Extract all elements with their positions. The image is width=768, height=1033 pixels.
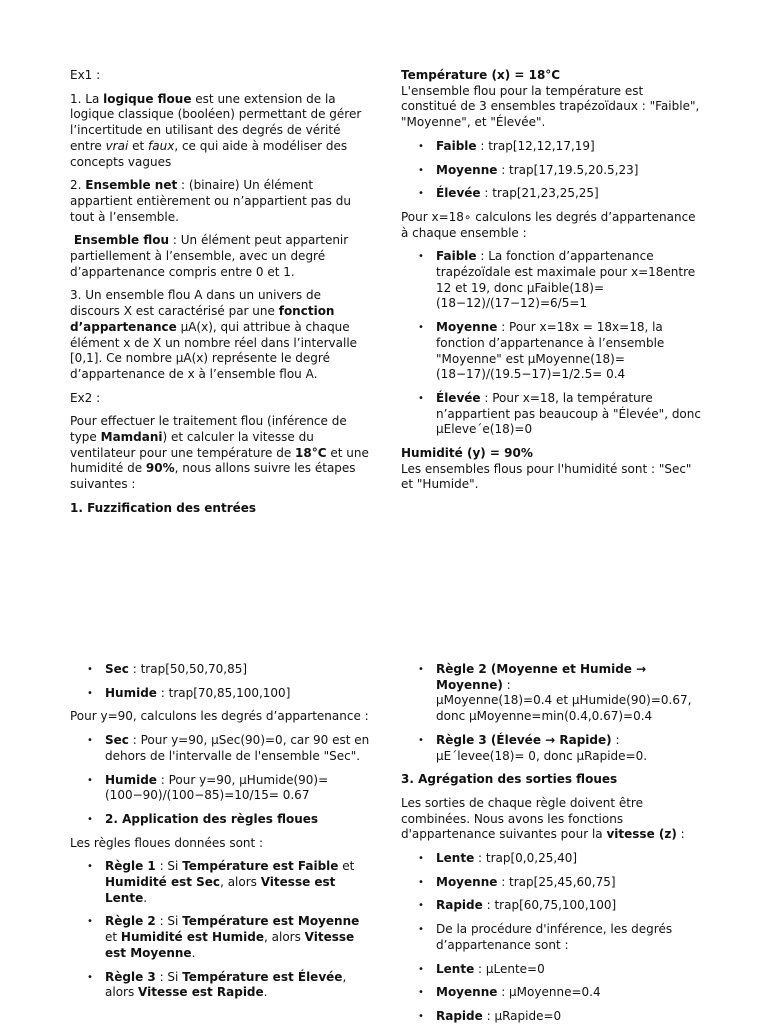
ex2-label: Ex2 : xyxy=(70,390,101,405)
page1-right-column xyxy=(401,68,701,501)
list-item: • 2. Application des règles floues xyxy=(105,812,370,828)
list-item: • Moyenne : µMoyenne=0.4 xyxy=(436,985,701,1001)
list-item: • Règle 1 : Si Température est Faible et Humidité est Sec, alors Vitesse est Lente. xyxy=(105,859,370,906)
list-item: • Règle 2 (Moyenne et Humide → Moyenne) : µMoyenne(18)=0.4 et µHumide(90)=0.67, donc µMoyenne=min(0.4,0.67)=0.4 xyxy=(436,662,701,725)
page2-left-column xyxy=(70,662,370,1009)
list-item: • Rapide : trap[60,75,100,100] xyxy=(436,898,701,914)
humidity-sets-list xyxy=(70,662,370,701)
page2-right-column xyxy=(401,662,701,1033)
list-item: • Sec : Pour y=90, µSec(90)=0, car 90 est en dehors de l'intervalle de l'ensemble "Sec". xyxy=(105,733,370,764)
list-item: • Élevée : Pour x=18, la température n’appartient pas beaucoup à "Élevée", donc µEleve´e(18)=0 xyxy=(436,391,701,438)
temperature-calc-intro: Pour x=18∘ calculons les degrés d’appartenance à chaque ensemble : xyxy=(401,209,696,240)
list-item: • Lente : µLente=0 xyxy=(436,962,701,978)
temperature-title: Température (x) = 18°C xyxy=(401,68,561,82)
rule-results-list xyxy=(401,662,701,764)
temperature-sets-list xyxy=(401,139,701,202)
list-item: • Règle 2 : Si Température est Moyenne et Humidité est Humide, alors Vitesse est Moyenne. xyxy=(105,914,370,961)
humidity-calc-intro: Pour y=90, calculons les degrés d’appartenance : xyxy=(70,709,369,724)
list-item: • Moyenne : trap[25,45,60,75] xyxy=(436,875,701,891)
list-item: • Moyenne : trap[17,19.5,20.5,23] xyxy=(436,163,701,179)
paragraph-mamdani: Pour effectuer le traitement flou (inférence de type Mamdani) et calculer la vitesse du ventilateur pour une température de 18°C et une humidité de 90%, nous allons suivre les étapes suivantes : xyxy=(70,414,369,492)
list-item: • Sec : trap[50,50,70,85] xyxy=(105,662,370,678)
list-item: • Faible : trap[12,12,17,19] xyxy=(436,139,701,155)
list-item: • Règle 3 (Élevée → Rapide) : µE´levee(18)= 0, donc µRapide=0. xyxy=(436,733,701,764)
list-item: • Faible : La fonction d’appartenance trapézoïdale est maximale pour x=18entre 12 et 19, donc µFaible(18)=(18−12)/(17−12)=6/5=1 xyxy=(436,249,701,312)
ex1-label: Ex1 : xyxy=(70,68,101,82)
heading-aggregation: 3. Agrégation des sorties floues xyxy=(401,772,618,787)
list-item: • Lente : trap[0,0,25,40] xyxy=(436,851,701,867)
list-item: • De la procédure d'inférence, les degrés d’appartenance sont : xyxy=(436,922,701,953)
temperature-intro: L'ensemble flou pour la température est constitué de 3 ensembles trapézoïdaux : "Faible", "Moyenne", et "Élevée". xyxy=(401,83,700,130)
humidity-calc-list xyxy=(70,733,370,828)
humidity-title: Humidité (y) = 90% xyxy=(401,446,533,461)
humidity-intro: Les ensembles flous pour l'humidité sont : "Sec" et "Humide". xyxy=(401,461,692,492)
list-item: • Moyenne : Pour x=18x = 18x=18, la fonction d’appartenance à l’ensemble "Moyenne" est µMoyenne(18)=(18−17)/(19.5−17)=1/2.5= 0.4 xyxy=(436,320,701,383)
temperature-calc-list xyxy=(401,249,701,438)
list-item: • Humide : trap[70,85,100,100] xyxy=(105,686,370,702)
list-item: • Élevée : trap[21,23,25,25] xyxy=(436,186,701,202)
aggregation-intro: Les sorties de chaque règle doivent être combinées. Nous avons les fonctions d'appartenance suivantes pour la vitesse (z) : xyxy=(401,795,685,842)
paragraph-ensemble-flou: Ensemble flou : Un élément peut appartenir partiellement à l’ensemble, avec un degré d’appartenance compris entre 0 et 1. xyxy=(70,233,349,279)
rules-list xyxy=(70,859,370,1001)
page1-left-column xyxy=(70,68,370,525)
heading-fuzzification: 1. Fuzzification des entrées xyxy=(70,500,257,515)
rules-intro: Les règles floues données sont : xyxy=(70,835,264,850)
list-item: • Rapide : µRapide=0 xyxy=(436,1009,701,1025)
list-item: • Humide : Pour y=90, µHumide(90)=(100−90)/(100−85)=10/15= 0.67 xyxy=(105,773,370,804)
paragraph-logique-floue: 1. La logique floue est une extension de la logique classique (booléen) permettant de gérer l’incertitude en utilisant des degrés de vérité entre vrai et faux, ce qui aide à modéliser des concepts vagues xyxy=(70,91,362,169)
paragraph-ensemble-net: 2. Ensemble net : (binaire) Un élément appartient entièrement ou n’appartient pas du tout à l’ensemble. xyxy=(70,178,351,224)
speed-sets-list xyxy=(401,851,701,1025)
list-item: • Règle 3 : Si Température est Élevée, alors Vitesse est Rapide. xyxy=(105,970,370,1001)
paragraph-fonction-appartenance: 3. Un ensemble flou A dans un univers de discours X est caractérisé par une fonction d’appartenance µA(x), qui attribue à chaque élément x de X un nombre réel dans l’intervalle [0,1]. Ce nombre µA(x) représente le degré d’appartenance de x à l’ensemble flou A. xyxy=(70,288,358,381)
